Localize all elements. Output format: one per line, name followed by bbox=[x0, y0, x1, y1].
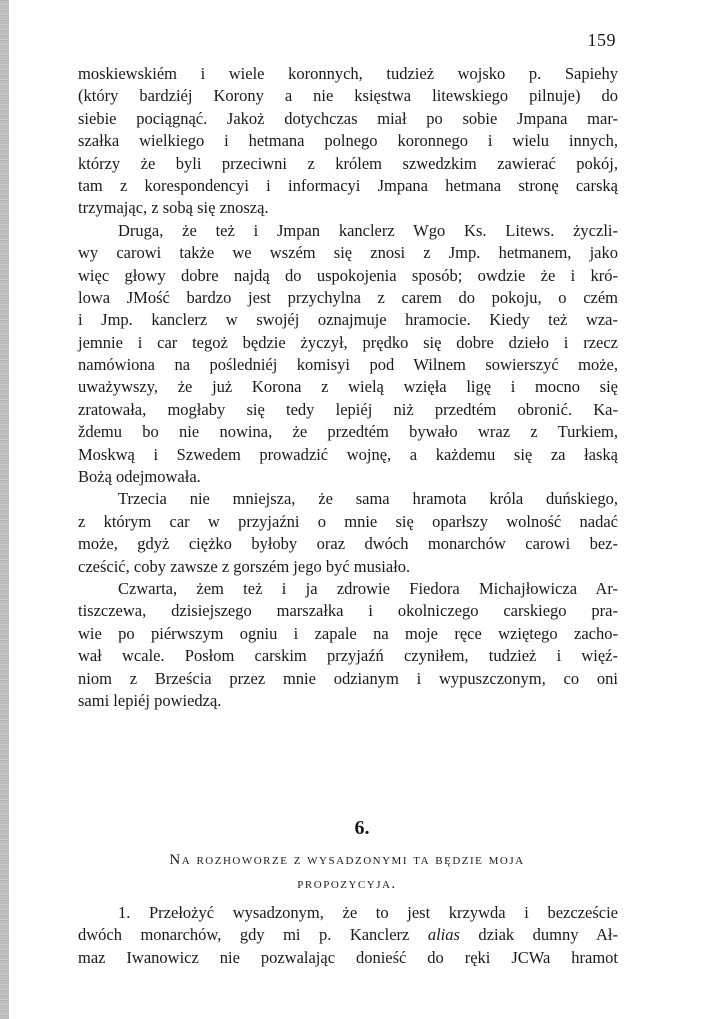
text-line: trzymając, z sobą się znoszą. bbox=[78, 198, 269, 218]
text-line: Bożą odejmowała. bbox=[78, 467, 201, 487]
section-heading bbox=[126, 848, 568, 896]
text-line: wy carowi także we wszém się znosi z Jmp. hetmanem, jako bbox=[78, 243, 618, 263]
text-line: tam z korespondencyi i informacyi Jmpana hetmana stronę carską bbox=[78, 175, 618, 195]
text-line: którzy że byli przeciwni z królem szwedzkim zawierać pokój, bbox=[78, 153, 618, 173]
text-line: jemnie i car tegoż będzie życzył, prędko się dobre dzieło i rzecz bbox=[78, 332, 618, 352]
section-heading-line: Na rozhoworze z wysadzonymi ta będzie moja bbox=[169, 852, 525, 868]
text-line: maz Iwanowicz nie pozwalając donieść do ręki JCWa hramot bbox=[78, 947, 618, 967]
text-line: wał wcale. Posłom carskim przyjaźń czyniłem, tudzież i więź- bbox=[78, 646, 618, 666]
section-number: 6. bbox=[354, 817, 370, 839]
text-line: sami lepiéj powiedzą. bbox=[78, 690, 222, 710]
section-body bbox=[78, 902, 618, 969]
text-line: Czwarta, żem też i ja zdrowie Fiedora Michajłowicza Ar- bbox=[118, 578, 618, 598]
text-line: Trzecia nie mniejsza, że sama hramota króla duńskiego, bbox=[118, 489, 618, 509]
body-text bbox=[78, 63, 618, 712]
text-line: tiszczewa, dzisiejszego marszałka i okolniczego carskiego pra- bbox=[78, 601, 618, 621]
text-line: (który bardziéj Korony a nie księstwa litewskiego pilnuje) do bbox=[78, 86, 618, 106]
text-line: Moskwą i Szwedem prowadzić wojnę, a każdemu się za łaską bbox=[78, 444, 618, 464]
text-line: szałka wielkiego i hetmana polnego koronnego i wielu innych, bbox=[78, 131, 618, 151]
text-line: cześcić, coby zawsze z gorszém jego być musiało. bbox=[78, 556, 411, 576]
italic-word: alias bbox=[427, 925, 460, 945]
text-line: niom z Brześcia przez mnie odzianym i wypuszczonym, co oni bbox=[78, 668, 618, 688]
text-line: może, gdyż ciężko byłoby oraz dwóch monarchów carowi bez- bbox=[78, 534, 618, 554]
text-line: zratowała, mogłaby się tedy lepiéj niż przedtém obronić. Ka- bbox=[78, 399, 618, 419]
text-line: wie po piérwszym ogniu i zapale na moje ręce wziętego zacho- bbox=[78, 623, 618, 643]
text-line: 1. Przełożyć wysadzonym, że to jest krzywda i bezczeście bbox=[118, 903, 618, 922]
text-line: i Jmp. kanclerz w swojéj oznajmuje hramocie. Kiedy też wza- bbox=[78, 310, 618, 330]
page-number: 159 bbox=[587, 30, 616, 50]
text-line: dwóch monarchów, gdy mi p. Kanclerz alias dziak dumny Ał- bbox=[78, 925, 618, 945]
text-line: ždemu bo nie nowina, że przedtém bywało wraz z Turkiem, bbox=[78, 422, 618, 442]
text-line: więc głowy dobre najdą do uspokojenia sposób; owdzie że i kró- bbox=[78, 265, 618, 285]
text-line: siebie pociągnąć. Jakoż dotychczas miał po sobie Jmpana mar- bbox=[78, 108, 618, 128]
section-heading-line: propozycyja. bbox=[297, 876, 397, 892]
text-line: Druga, że też i Jmpan kanclerz Wgo Ks. Litews. życzli- bbox=[118, 220, 618, 240]
scan-binding-edge bbox=[0, 0, 9, 1019]
text-line: moskiewskiém i wiele koronnych, tudzież wojsko p. Sapiehy bbox=[78, 64, 618, 83]
text-line: uważywszy, że już Korona z wielą wzięła ligę i mocno się bbox=[78, 377, 618, 397]
text-line: lowa JMość bardzo jest przychylna z carem do pokoju, o czém bbox=[78, 287, 618, 307]
text-line: z którym car w przyjaźni o mnie się oparłszy wolność nadać bbox=[78, 511, 618, 531]
text-line: namówiona na pośledniéj komisyi pod Wilnem sowierszyć może, bbox=[78, 355, 618, 375]
